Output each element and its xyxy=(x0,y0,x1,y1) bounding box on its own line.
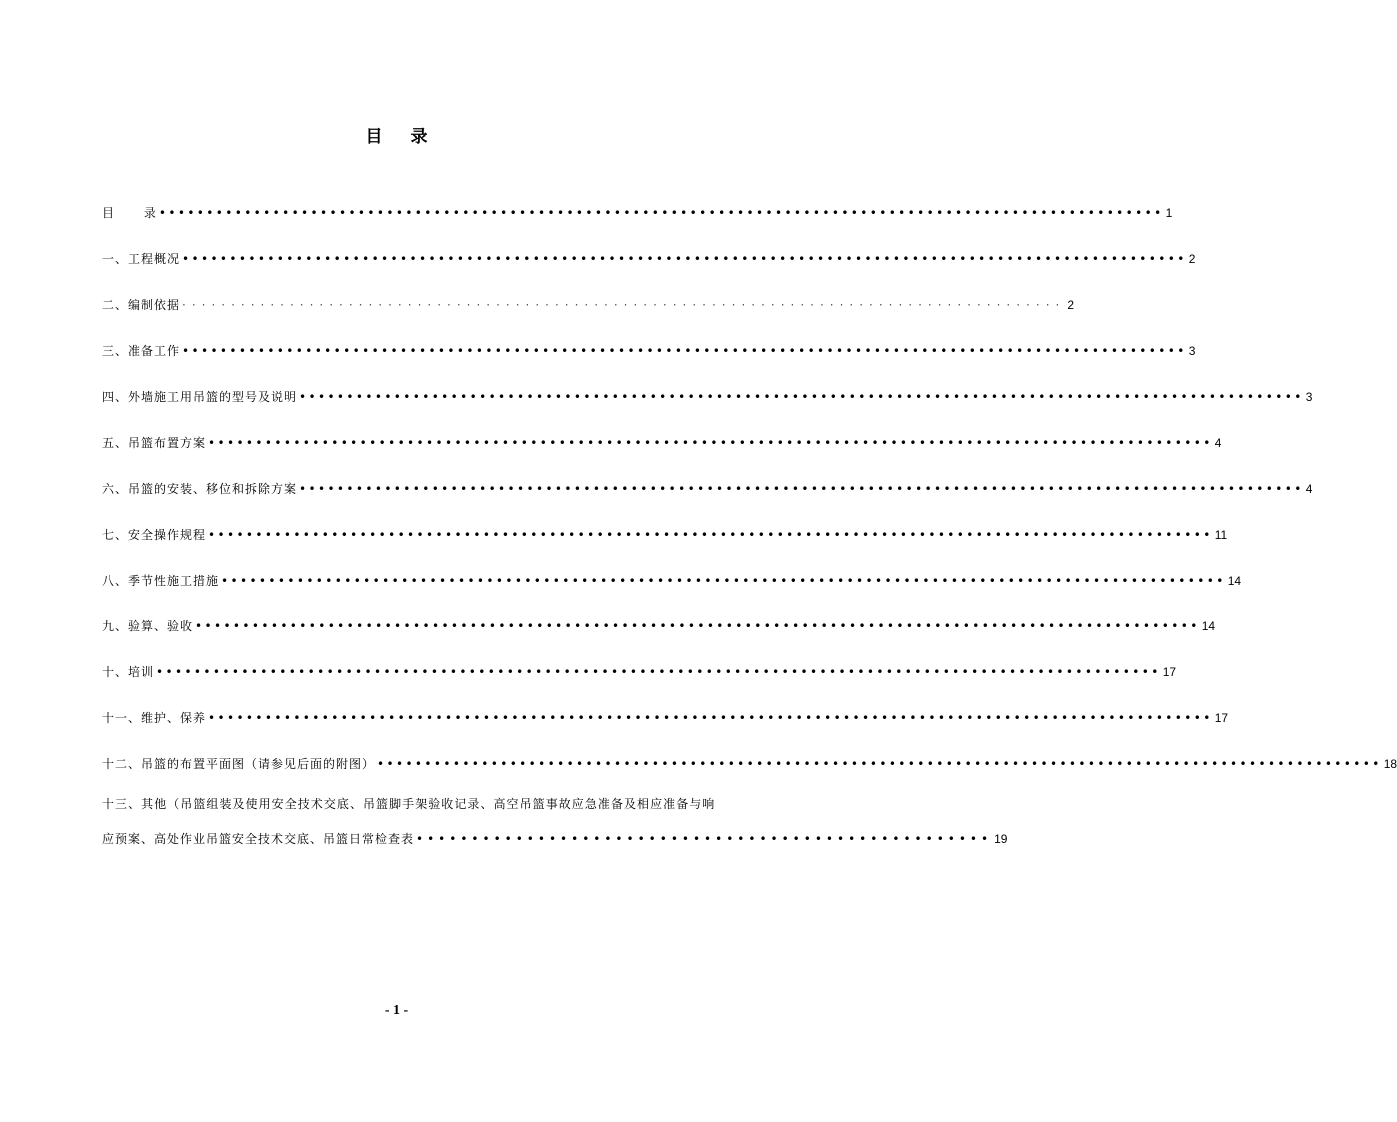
toc-entry-label: 十一、维护、保养 xyxy=(102,711,207,725)
toc-entry-label: 八、季节性施工措施 xyxy=(102,574,220,588)
toc-entry[interactable] xyxy=(102,249,1196,269)
toc-entry-label: 九、验算、验收 xyxy=(102,619,194,633)
toc-entry-page: 3 xyxy=(1305,390,1313,404)
toc-entry-label: 十、培训 xyxy=(102,665,155,679)
toc-entry-label: 六、吊篮的安装、移位和拆除方案 xyxy=(102,482,298,496)
toc-entry[interactable] xyxy=(102,571,1242,591)
toc-entry[interactable] xyxy=(102,616,1216,636)
toc-entry-page: 18 xyxy=(1383,757,1397,771)
toc-entry-page: 2 xyxy=(1067,298,1075,312)
toc-entry-label: 三、准备工作 xyxy=(102,344,181,358)
toc-entry-label: 七、安全操作规程 xyxy=(102,528,207,542)
toc-leader-dots: •••••••••••••••••••••••••••••••••••••••••••••••••••••••••••••••••••••••••••••••••••••••••••••••••••••••••• xyxy=(195,619,1200,633)
toc-entry[interactable] xyxy=(102,479,1313,499)
toc-entry-page: 17 xyxy=(1162,665,1177,679)
toc-leader-dots: •••••••••••••••••••••••••••••••••••••••••••••••••••• xyxy=(416,832,993,846)
toc-entry[interactable] xyxy=(102,203,1173,223)
toc-entry-page: 1 xyxy=(1165,206,1173,220)
toc-entry-label: 十二、吊篮的布置平面图（请参见后面的附图） xyxy=(102,757,376,771)
toc-leader-dots: •••••••••••••••••••••••••••••••••••••••••••••••••••••••••••••••••••••••••••••••••••••••••••••••••••••••••• xyxy=(182,252,1187,266)
page-title: 目录 xyxy=(365,127,456,147)
toc-entry-page: 14 xyxy=(1201,619,1216,633)
toc-entry[interactable] xyxy=(102,341,1196,361)
toc-leader-dots: •••••••••••••••••••••••••••••••••••••••••••••••••••••••••••••••••••••••••••••••••••••••••••••••••••••••••• xyxy=(299,482,1304,496)
toc-entry-line2 xyxy=(102,829,1008,849)
toc-leader-dots: •••••••••••••••••••••••••••••••••••••••••••••••••••••••••••••••••••••••••••••••••••••••••••••••••••••••••• xyxy=(158,206,1164,220)
toc-entry-label: 四、外墙施工用吊篮的型号及说明 xyxy=(102,390,298,404)
toc-entry-label: 二、编制依据 xyxy=(102,298,181,312)
toc-entry-page: 3 xyxy=(1188,344,1196,358)
toc-leader-dots: •••••••••••••••••••••••••••••••••••••••••••••••••••••••••••••••••••••••••••••••••••••••••••••••••••••••••• xyxy=(221,574,1226,588)
toc-entry[interactable] xyxy=(102,525,1228,545)
toc-entry[interactable] xyxy=(102,433,1222,453)
toc-entry-page: 14 xyxy=(1227,574,1242,588)
toc-entry-page: 11 xyxy=(1214,528,1228,542)
toc-leader-dots: •••••••••••••••••••••••••••••••••••••••••••••••••••••••••••••••••••••••••••••••••••••••••••••••••••••••••• xyxy=(208,711,1213,725)
toc-leader-dots: •••••••••••••••••••••••••••••••••••••••••••••••••••••••••••••••••••••••••••••••••••••••••••••••••••••••••• xyxy=(208,436,1213,450)
toc-entry-page: 19 xyxy=(994,832,1008,846)
toc-entry-label-line1: 十三、其他（吊篮组装及使用安全技术交底、吊篮脚手架验收记录、高空吊篮事故应急准备及相应准备与响 xyxy=(102,797,716,811)
toc-entry-label: 五、吊篮布置方案 xyxy=(102,436,207,450)
toc-entry-page: 17 xyxy=(1214,711,1229,725)
toc-entry-page: 4 xyxy=(1214,436,1222,450)
toc-leader-dots: •••••••••••••••••••••••••••••••••••••••••••••••••••••••••••••••••••••••••••••••••••••••••••••••••••••••••• xyxy=(299,390,1304,404)
toc-leader-dots: •••••••••••••••••••••••••••••••••••••••••••••••••••••••••••••••••••••••••••••••••••••••••••••••••••••••••• xyxy=(182,344,1187,358)
toc-entry-label: 目 录 xyxy=(102,206,157,220)
toc-entry-multiline[interactable] xyxy=(102,793,1008,849)
toc-entry[interactable] xyxy=(102,662,1177,682)
toc-entry-label-line2: 应预案、高处作业吊篮安全技术交底、吊篮日常检查表 xyxy=(102,832,415,846)
toc-entry[interactable] xyxy=(102,708,1229,728)
toc-leader-dots: •••••••••••••••••••••••••••••••••••••••••••••••••••••••••••••••••••••••••••••••••••••••••••••••••••••••••• xyxy=(208,528,1213,542)
toc-leader-dots: •••••••••••••••••••••••••••••••••••••••••••••••••••••••••••••••••••••••••••••••••••••••••••••••••••••••••• xyxy=(377,757,1382,771)
page-number: - 1 - xyxy=(384,1003,409,1018)
toc-entry[interactable] xyxy=(102,754,1397,774)
toc-entry[interactable] xyxy=(102,387,1313,407)
toc-entry-page: 2 xyxy=(1188,252,1196,266)
toc-entry-page: 4 xyxy=(1305,482,1313,496)
toc-entry[interactable] xyxy=(102,295,1075,315)
toc-leader-dots: ·························································································· xyxy=(182,298,1066,312)
toc-leader-dots: •••••••••••••••••••••••••••••••••••••••••••••••••••••••••••••••••••••••••••••••••••••••••••••••••••••••••• xyxy=(156,665,1161,679)
toc-entry-label: 一、工程概况 xyxy=(102,252,181,266)
